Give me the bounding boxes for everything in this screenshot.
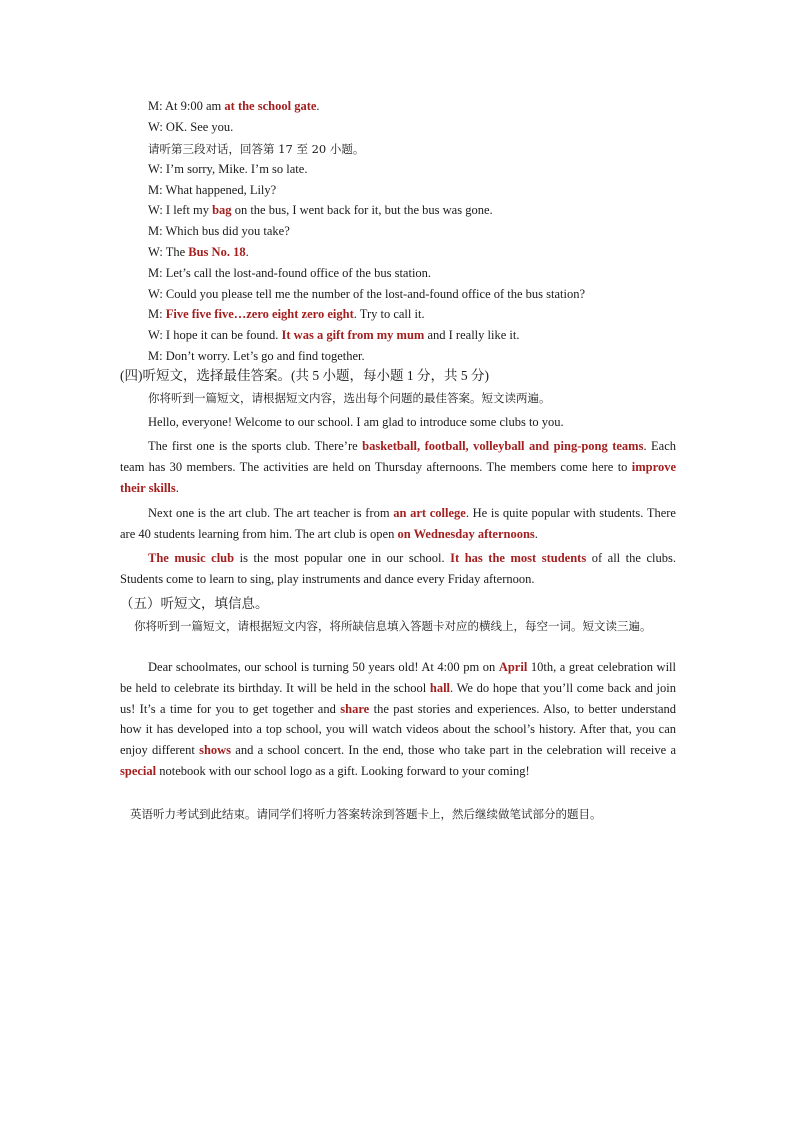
answer-highlight: April [498,660,528,674]
section-instruction: 你将听到一篇短文，请根据短文内容，选出每个问题的最佳答案。短文读两遍。 [148,391,551,405]
section-heading: （五）听短文，填信息。 [120,596,269,611]
answer-highlight: bag [212,203,232,217]
dialogue-line: W: OK. See you. [148,120,234,134]
answer-highlight: hall [429,680,451,695]
dialogue-instruction: 请听第三段对话，回答第 17 至 20 小题。 [148,142,365,156]
answer-highlight: an art college [393,506,466,520]
dialogue-line: M: At 9:00 am at the school gate. [148,99,320,113]
dialogue-line: W: I hope it can be found. It was a gift from my mum and I really like it. [148,328,520,342]
dialogue-line: W: I’m sorry, Mike. I’m so late. [148,162,308,176]
dialogue-line: M: Five five five…zero eight zero eight. Try to call it. [148,307,425,321]
answer-highlight: at the school gate [224,99,317,113]
passage-paragraph: The first one is the sports club. There’re basketball, football, volleyball and ping-pong teams. Each team has 30 members. The activities are held on Thursday afternoons. The members come here to improve their skills. [120,439,677,495]
section-heading: (四)听短文，选择最佳答案。(共 5 小题，每小题 1 分，共 5 分) [120,368,489,383]
answer-highlight: Five five five…zero eight zero eight [165,307,354,321]
answer-highlight: on Wednesday afternoons [397,526,535,541]
answer-highlight: special [120,763,157,778]
answer-highlight: shows [199,743,232,758]
answer-highlight: improve their skills [120,459,676,495]
section-instruction: 你将听到一篇短文，请根据短文内容，将所缺信息填入答题卡对应的横线上，每空一词。短文读三遍。 [134,619,652,633]
answer-highlight: basketball, football, volleyball and ping-pong teams [362,439,644,453]
passage-paragraph: The music club is the most popular one in our school. It has the most students of all the clubs. Students come to learn to sing, play instruments and dance every Friday afternoon. [120,551,676,586]
answer-highlight: It was a gift from my mum [281,328,425,342]
dialogue-line: M: What happened, Lily? [148,183,277,197]
answer-highlight: Bus No. 18 [188,245,246,259]
dialogue-line: M: Don’t worry. Let’s go and find together. [148,349,365,363]
closing-note: 英语听力考试到此结束。请同学们将听力答案转涂到答题卡上，然后继续做笔试部分的题目。 [130,807,602,821]
dialogue-line: M: Which bus did you take? [148,224,290,238]
dialogue-line: W: The Bus No. 18. [148,245,249,259]
passage-paragraph: Dear schoolmates, our school is turning 50 years old! At 4:00 pm on April 10th, a great celebration will be held to celebrate its birthday. It will be held in the school hall. We do hope that you’ll come back and join us! It’s a time for you to get together and share the past stories and experiences. Also, to better understand how it has developed into a top school, you will watch videos about the school’s history. After that, you can enjoy different shows and a school concert. In the end, those who take part in the celebration will receive a special notebook with our school logo as a gift. Looking forward to your coming! [120,660,677,778]
answer-highlight: share [340,701,370,716]
answer-highlight: It has the most students [450,551,587,565]
passage-paragraph: Next one is the art club. The art teacher is from an art college. He is quite popular with students. There are 40 students learning from him. The art club is open on Wednesday afternoons. [120,506,676,541]
dialogue-line: M: Let’s call the lost-and-found office of the bus station. [148,266,432,280]
dialogue-line: W: Could you please tell me the number of the lost-and-found office of the bus station? [148,287,586,301]
dialogue-line: W: I left my bag on the bus, I went back for it, but the bus was gone. [148,203,493,217]
passage-paragraph: Hello, everyone! Welcome to our school. I am glad to introduce some clubs to you. [148,415,564,429]
answer-highlight: The music club [148,551,235,565]
